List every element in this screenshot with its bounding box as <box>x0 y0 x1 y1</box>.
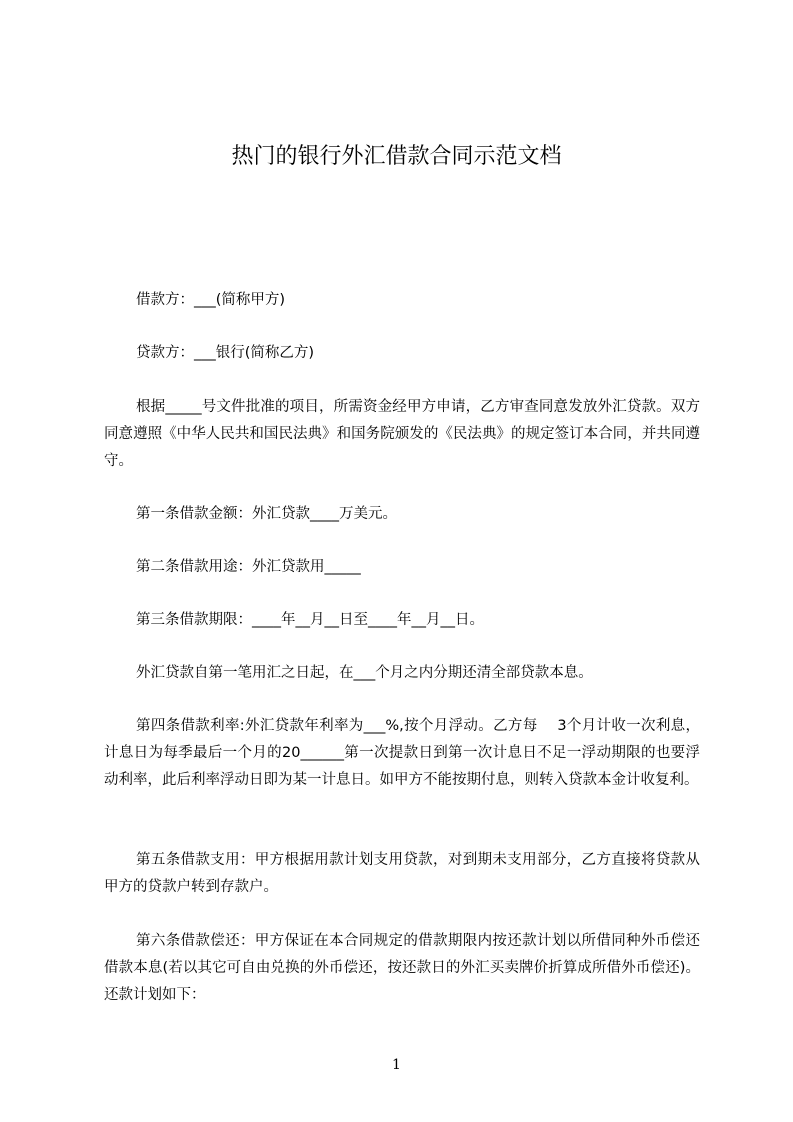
article-3-term: 第三条借款期限：____年__月__日至____年__月__日。 <box>136 612 484 628</box>
article-6-repayment: 第六条借款偿还：甲方保证在本合同规定的借款期限内按还款计划以所借同种外币偿还借款本息(若以其它可自由兑换的外币偿还，按还款日的外汇买卖牌价折算成所借外币偿还)。还款计划如下： <box>104 933 700 1003</box>
lender-line: 贷款方：___银行(简称乙方) <box>136 345 315 361</box>
repayment-period-line: 外汇贷款自第一笔用汇之日起，在___个月之内分期还清全部贷款本息。 <box>136 665 593 681</box>
preamble-paragraph: 根据_____号文件批准的项目，所需资金经甲方申请，乙方审查同意发放外汇贷款。双方同意遵照《中华人民共和国民法典》和国务院颁发的《民法典》的规定签订本合同，并共同遵守。 <box>104 399 700 469</box>
article-1-amount: 第一条借款金额：外汇贷款____万美元。 <box>136 506 397 522</box>
article-2-purpose: 第二条借款用途：外汇贷款用_____ <box>136 559 361 575</box>
page-number: 1 <box>392 1057 401 1073</box>
borrower-line: 借款方：___(简称甲方) <box>136 292 286 308</box>
article-4-interest: 第四条借款利率:外汇贷款年利率为___%,按个月浮动。乙方每 3个月计收一次利息，计息日为每季最后一个月的20______第一次提款日到第一次计息日不足一浮动期限的也要浮动利率，此后利率浮动日即为某一计息日。如甲方不能按期付息，则转入贷款本金计收复利。 <box>104 718 700 788</box>
article-5-drawdown: 第五条借款支用：甲方根据用款计划支用贷款，对到期未支用部分，乙方直接将贷款从甲方的贷款户转到存款户。 <box>104 852 700 895</box>
document-title: 热门的银行外汇借款合同示范文档 <box>231 144 562 169</box>
